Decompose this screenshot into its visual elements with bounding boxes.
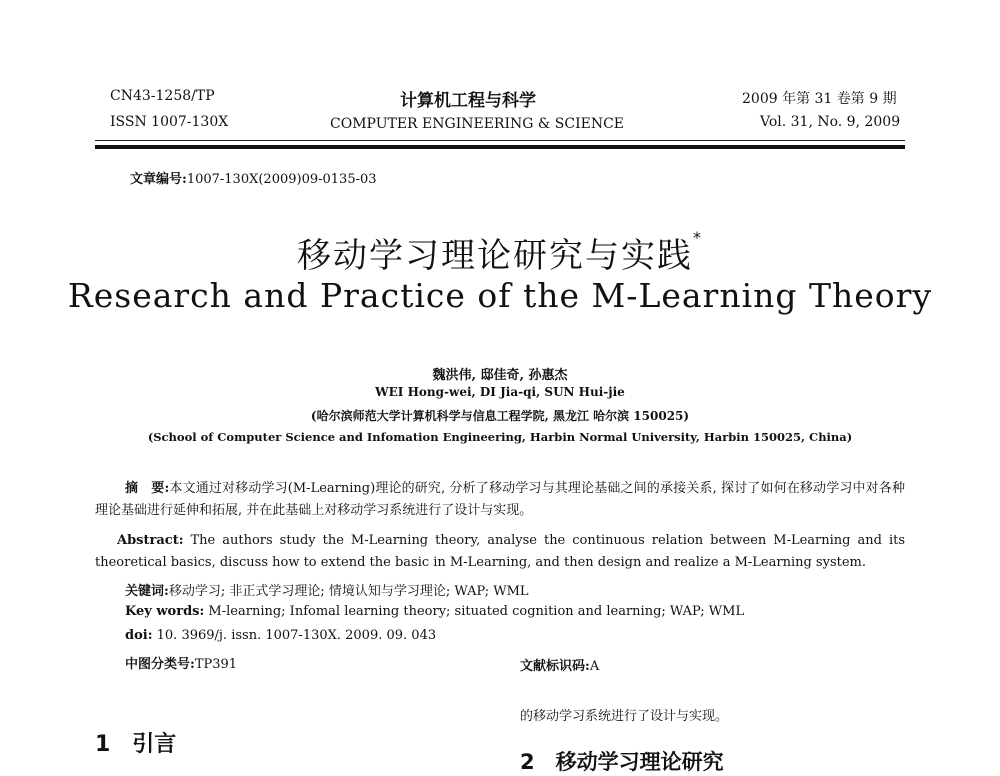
keywords-cn-text: 移动学习; 非正式学习理论; 情境认知与学习理论; WAP; WML — [168, 584, 529, 599]
doi — [125, 628, 436, 643]
classification — [125, 653, 237, 672]
abstract-en — [95, 530, 905, 574]
abstract-en-label: Abstract: — [117, 533, 184, 548]
title-cn-text: 移动学习理论研究与实践 — [297, 236, 693, 276]
article-number — [130, 168, 377, 187]
title-cn — [0, 228, 1000, 277]
abstract-cn — [95, 478, 905, 522]
header-rule-thick — [95, 145, 905, 149]
classification-label: 中图分类号: — [125, 657, 195, 672]
document-code-value: A — [589, 659, 600, 674]
abstract-en-text: The authors study the M-Learning theory, analyse the continuous relation between M-Learning and its theoretical basics, discuss how to extend the basic in M-Learning, and then design and realize a M-Learning system. — [95, 533, 905, 570]
journal-title-cn: 计算机工程与科学 — [400, 91, 536, 111]
title-en: Research and Practice of the M-Learning Theory — [67, 276, 933, 315]
keywords-cn — [125, 580, 529, 599]
journal-title-en: COMPUTER ENGINEERING & SCIENCE — [330, 116, 625, 132]
classification-value: TP391 — [194, 657, 238, 672]
affiliation-cn: (哈尔滨师范大学计算机科学与信息工程学院, 黑龙江 哈尔滨 150025) — [310, 409, 690, 423]
article-number-label: 文章编号: — [130, 172, 187, 187]
keywords-cn-label: 关键词: — [125, 584, 169, 599]
issue-en: Vol. 31, No. 9, 2009 — [760, 114, 901, 130]
abstract-cn-label: 摘 要: — [125, 481, 170, 496]
document-code-label: 文献标识码: — [520, 659, 590, 674]
authors-cn: 魏洪伟, 邸佳奇, 孙惠杰 — [432, 368, 568, 383]
issn: ISSN 1007-130X — [110, 114, 229, 130]
authors-en: WEI Hong-wei, DI Jia-qi, SUN Hui-jie — [375, 385, 625, 399]
header-rule-thin — [95, 140, 905, 141]
article-number-value: 1007-130X(2009)09-0135-03 — [186, 172, 377, 187]
keywords-en-text: M-learning; Infomal learning theory; situated cognition and learning; WAP; WML — [204, 604, 745, 619]
affiliation-en: (School of Computer Science and Infomation Engineering, Harbin Normal University, Harbin 150025, China) — [147, 430, 853, 444]
cn-code: CN43-1258/TP — [110, 88, 215, 104]
section-1-heading: 1 引言 — [95, 732, 177, 757]
doi-text: 10. 3969/j. issn. 1007-130X. 2009. 09. 043 — [152, 628, 437, 643]
keywords-en — [125, 604, 744, 619]
keywords-en-label: Key words: — [125, 604, 205, 619]
document-code — [520, 655, 599, 674]
doi-label: doi: — [125, 628, 153, 643]
body-right-column-text: 的移动学习系统进行了设计与实现。 — [520, 709, 729, 724]
issue-cn: 2009 年第 31 卷第 9 期 — [742, 91, 897, 107]
abstract-cn-text: 本文通过对移动学习(M-Learning)理论的研究, 分析了移动学习与其理论基础之间的承接关系, 探讨了如何在移动学习中对各种理论基础进行延伸和拓展, 并在此基础上对移动学习系统进行了设计与实现。 — [95, 481, 905, 518]
section-2-heading: 2 移动学习理论研究 — [520, 750, 724, 774]
title-footnote-mark: * — [693, 228, 703, 247]
